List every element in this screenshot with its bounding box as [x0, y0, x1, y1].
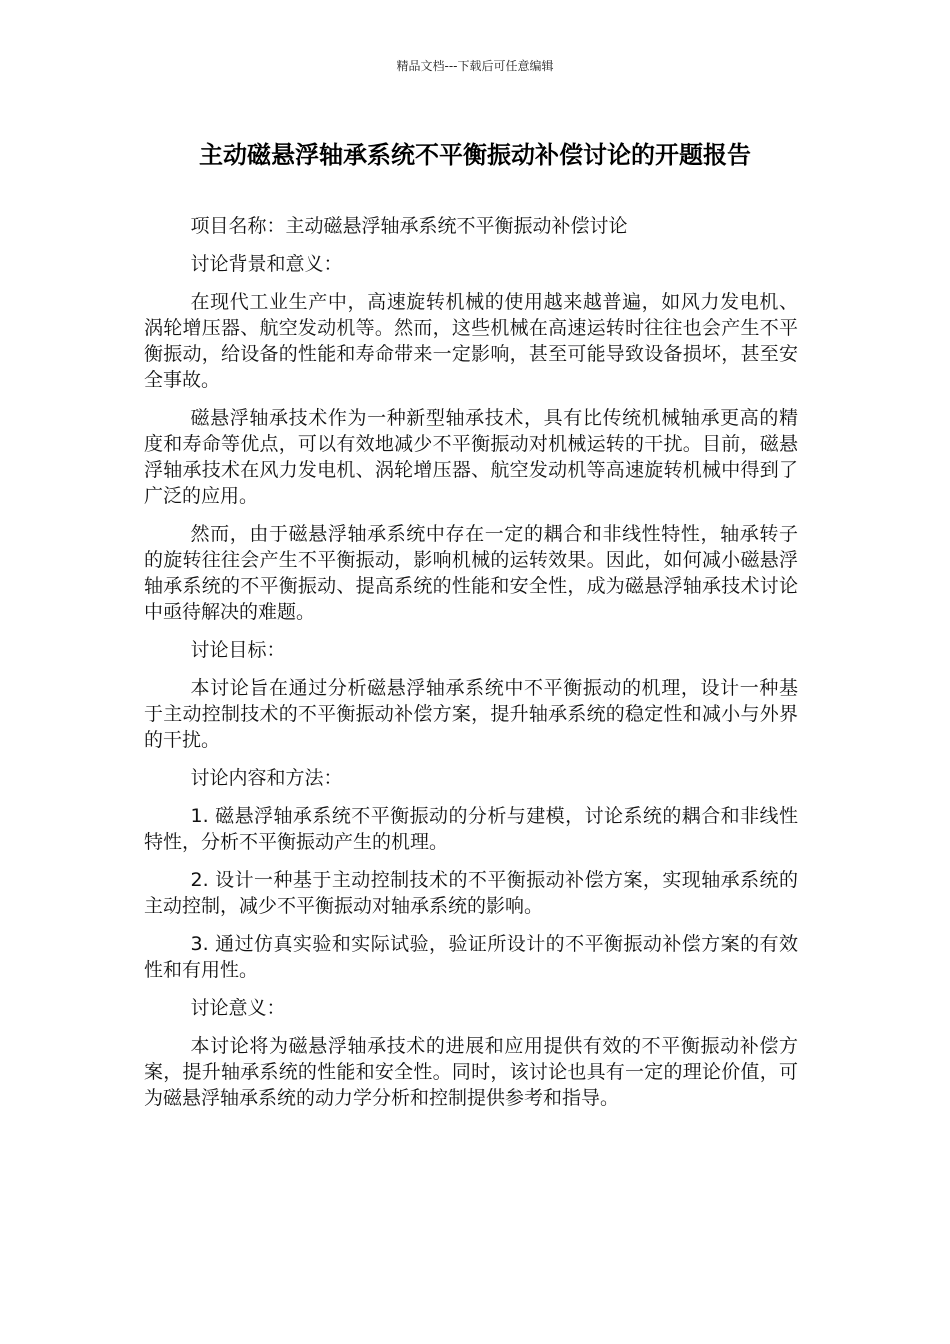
- method-item-3: 3. 通过仿真实验和实际试验，验证所设计的不平衡振动补偿方案的有效性和有用性。: [144, 933, 798, 981]
- page-header-watermark: 精品文档---下载后可任意编辑: [396, 59, 554, 73]
- significance-paragraph: 本讨论将为磁悬浮轴承技术的进展和应用提供有效的不平衡振动补偿方案，提升轴承系统的性能和安全性。同时，该讨论也具有一定的理论价值，可为磁悬浮轴承系统的动力学分析和控制提供参考和指导。: [144, 1035, 798, 1109]
- section-heading-methods: 讨论内容和方法：: [190, 767, 343, 789]
- background-paragraph-2: 磁悬浮轴承技术作为一种新型轴承技术，具有比传统机械轴承更高的精度和寿命等优点，可以有效地减少不平衡振动对机械运转的干扰。目前，磁悬浮轴承技术在风力发电机、涡轮增压器、航空发动机等高速旋转机械中得到了广泛的应用。: [144, 407, 798, 507]
- section-heading-objective: 讨论目标：: [190, 639, 286, 661]
- project-name-line: 项目名称：主动磁悬浮轴承系统不平衡振动补偿讨论: [190, 215, 628, 237]
- document-body: [144, 213, 798, 1123]
- background-paragraph-3: 然而，由于磁悬浮轴承系统中存在一定的耦合和非线性特性，轴承转子的旋转往往会产生不平衡振动，影响机械的运转效果。因此，如何减小磁悬浮轴承系统的不平衡振动、提高系统的性能和安全性，成为磁悬浮轴承技术讨论中亟待解决的难题。: [144, 523, 798, 623]
- method-item-1: 1. 磁悬浮轴承系统不平衡振动的分析与建模，讨论系统的耦合和非线性特性，分析不平衡振动产生的机理。: [144, 805, 798, 853]
- background-paragraph-1: 在现代工业生产中，高速旋转机械的使用越来越普遍，如风力发电机、涡轮增压器、航空发动机等。然而，这些机械在高速运转时往往也会产生不平衡振动，给设备的性能和寿命带来一定影响，甚至可能导致设备损坏，甚至安全事故。: [144, 291, 798, 391]
- method-item-2: 2. 设计一种基于主动控制技术的不平衡振动补偿方案，实现轴承系统的主动控制，减少不平衡振动对轴承系统的影响。: [144, 869, 798, 917]
- objective-paragraph: 本讨论旨在通过分析磁悬浮轴承系统中不平衡振动的机理，设计一种基于主动控制技术的不平衡振动补偿方案，提升轴承系统的稳定性和减小与外界的干扰。: [144, 677, 798, 751]
- section-heading-background: 讨论背景和意义：: [190, 253, 343, 275]
- document-title: 主动磁悬浮轴承系统不平衡振动补偿讨论的开题报告: [199, 141, 751, 169]
- section-heading-significance: 讨论意义：: [190, 997, 286, 1019]
